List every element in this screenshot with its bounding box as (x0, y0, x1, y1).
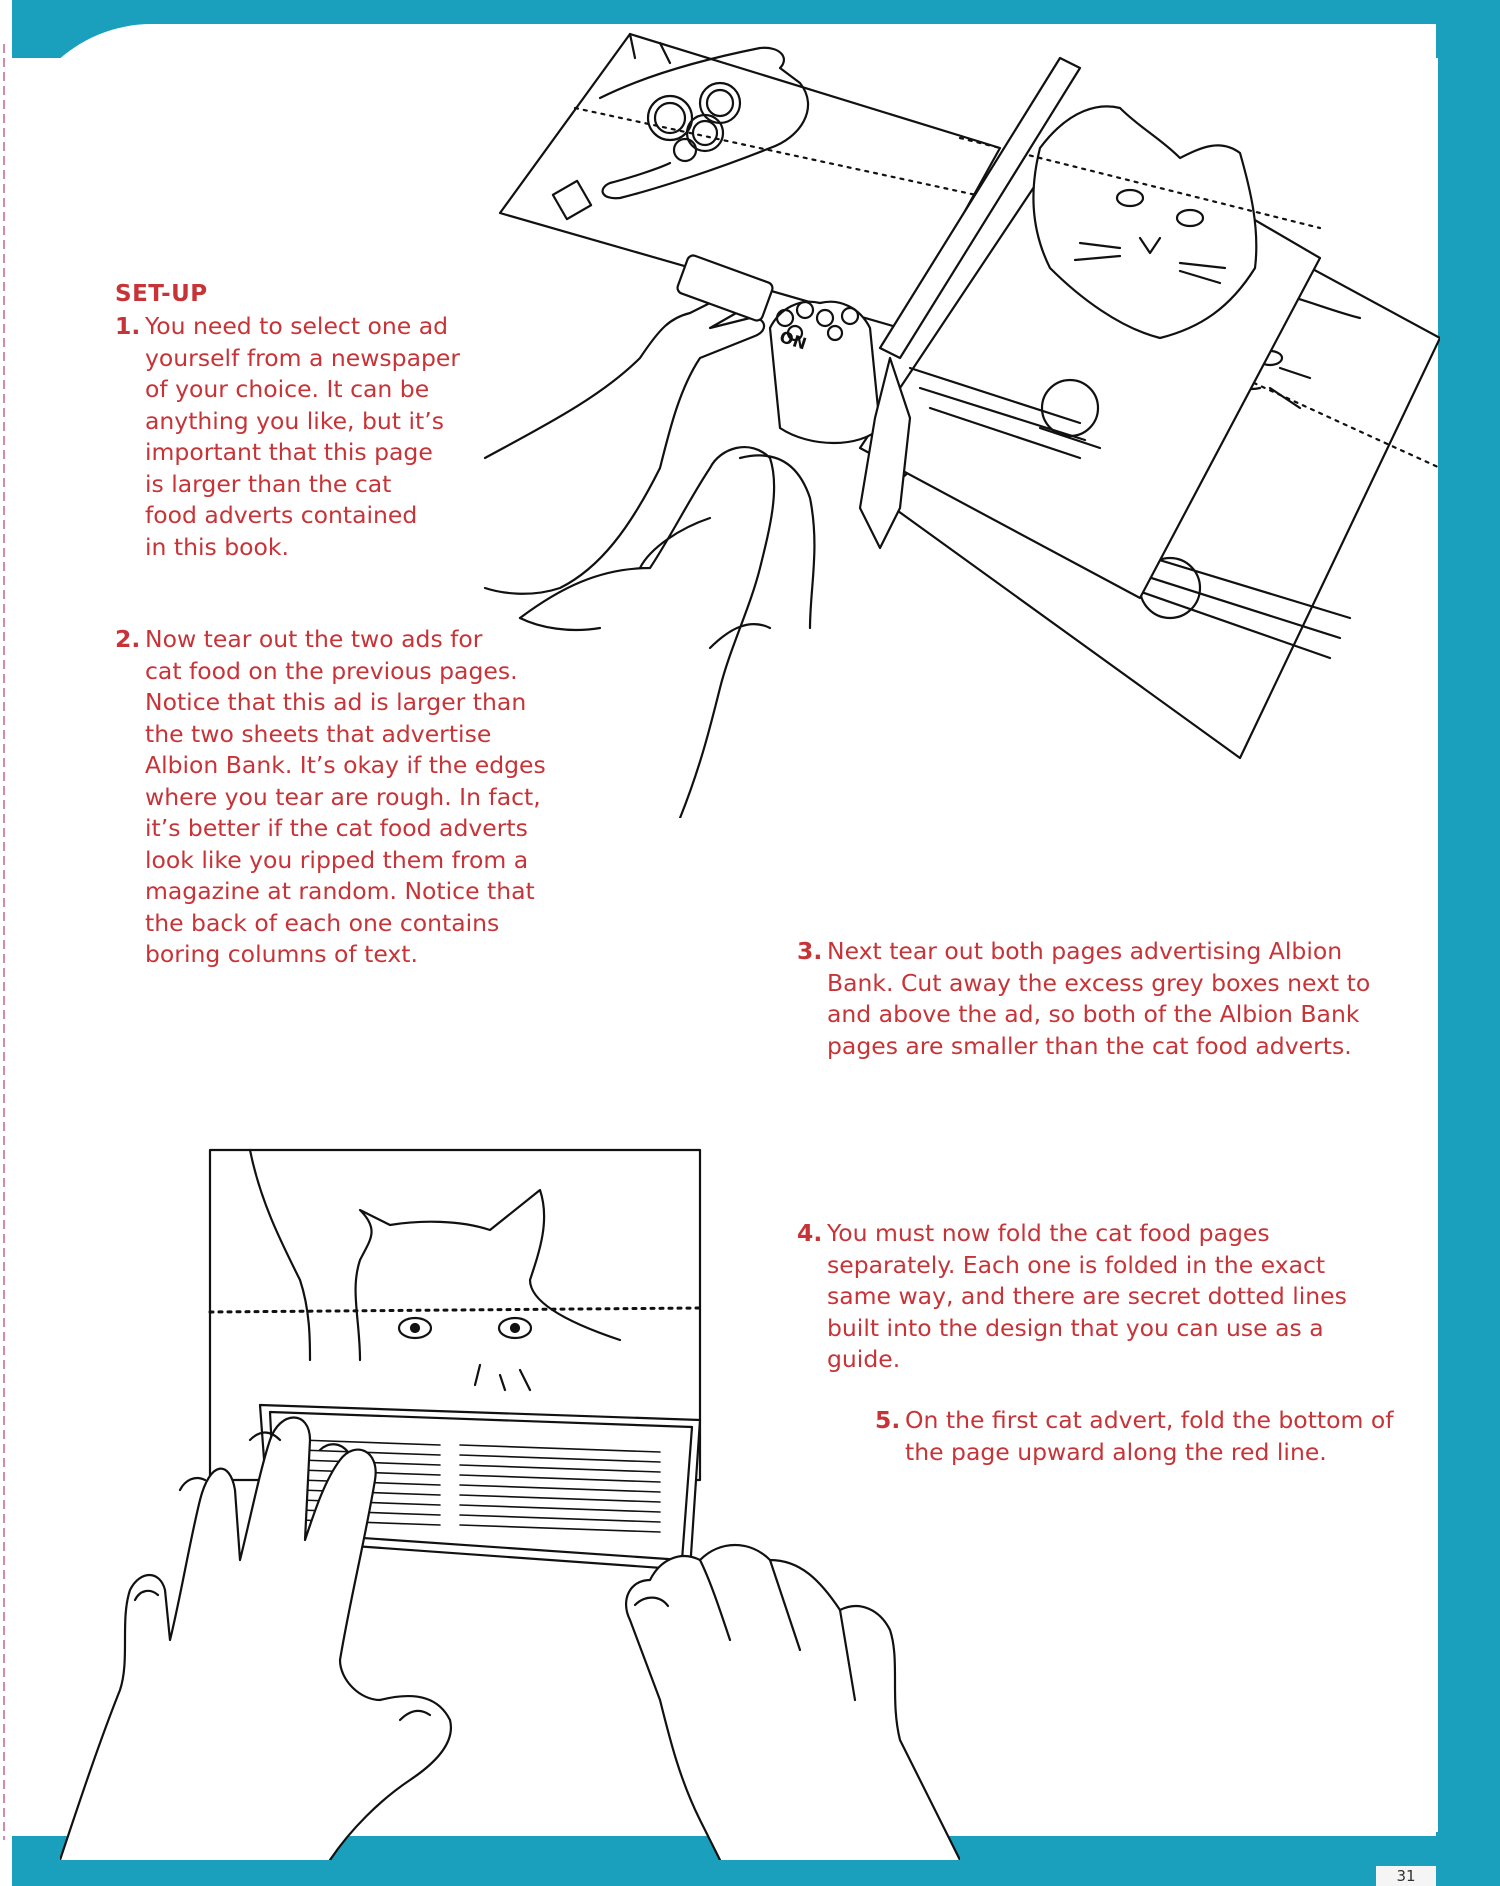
step-text: Now tear out the two ads for cat food on the previous pages. Notice that this ad is larger than the two sheets that advertise Albion Bank. It’s okay if the edges where you tear are rough. In fact, it’s better if the cat food adverts look like you ripped them from a magazine at random. Notice that the back of each one contains boring columns of text. (145, 625, 546, 968)
step-text: You must now fold the cat food pages separately. Each one is folded in the exact same way, and there are secret dotted lines built into the design that you can use as a guide. (827, 1219, 1347, 1373)
setup-heading: SET-UP (115, 281, 208, 307)
setup-step-1 (115, 311, 535, 563)
binding-edge (0, 0, 12, 1886)
step-text: Next tear out both pages advertising Albion Bank. Cut away the excess grey boxes next to and above the ad, so both of the Albion Bank pages are smaller than the cat food adverts. (827, 937, 1371, 1060)
setup-step-3 (797, 936, 1427, 1062)
setup-step-2 (115, 624, 585, 971)
setup-step-4 (797, 1218, 1427, 1376)
setup-step-5 (875, 1405, 1445, 1468)
ad-label-text: ON (777, 327, 809, 354)
step-text: On the first cat advert, fold the bottom of the page upward along the red line. (905, 1406, 1394, 1466)
step-number: 3. (797, 937, 823, 965)
step-number: 1. (115, 312, 141, 340)
illustration-cutting-adverts (480, 28, 1440, 818)
step-number: 5. (875, 1406, 901, 1434)
step-text: You need to select one ad yourself from a newspaper of your choice. It can be anything you like, but it’s important that this page is larger than the cat food adverts contained in this book. (145, 312, 461, 561)
step-number: 2. (115, 625, 141, 653)
ad-label-graphic (770, 320, 830, 360)
page-frame-right (1438, 0, 1500, 1886)
step-number: 4. (797, 1219, 823, 1247)
page-number: 31 (1376, 1866, 1436, 1886)
